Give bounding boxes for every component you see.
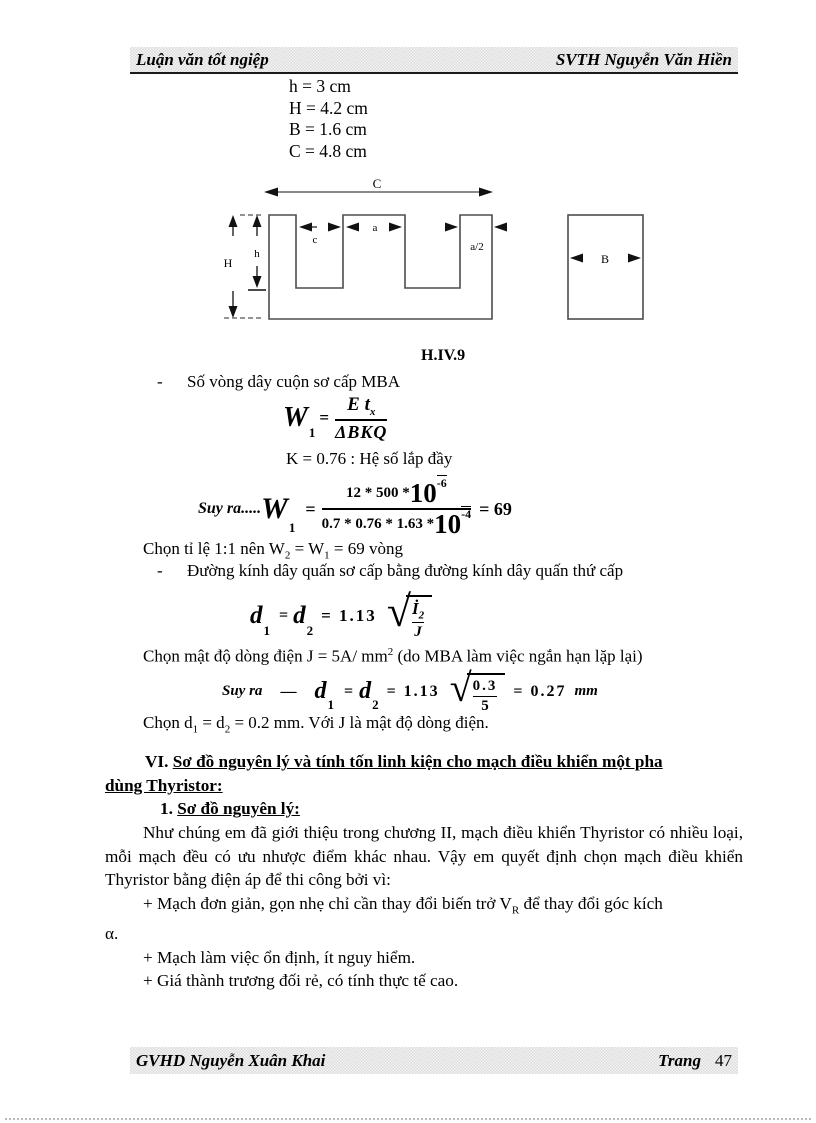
bullet-duong-kinh [155,561,623,581]
dimension-line-B: B = 1.6 cm [289,119,367,139]
suyra2-frac-den: 5 [481,698,489,714]
e-core-outline [269,215,492,319]
d1-sub: 1 [263,623,270,639]
w1-fraction [335,394,387,443]
arrow-right-icon [328,223,341,232]
suyra1-prefix: Suy ra..... [198,500,262,517]
arrow-up-icon [253,215,262,227]
suyra2-frac-num: 0.3 [472,678,498,694]
d-frac-num: $İ_2$ [411,599,425,622]
suyra2-eq1: = [343,682,354,700]
diagram-label-c: c [312,234,318,246]
radical-icon: √ [449,665,472,710]
chon-matdo-sup: 2 [387,646,394,658]
dimension-line-C: C = 4.8 cm [289,140,367,161]
header-left-title: Luận văn tốt ngiệp [136,49,269,69]
plus1-b: để thay đổi góc kích [519,893,663,913]
chon-tile-a-sub: 2 [284,549,291,562]
suyra1-den-exp: -4 [461,506,472,521]
suyra2-fraction [473,678,498,715]
d-frac-den: J [414,624,422,641]
chon-d-a-sub: 1 [192,723,199,736]
transformer-core-diagram [200,178,700,353]
diagram-label-B: B [600,252,610,266]
arrow-right-icon [479,188,493,197]
section-6-title-part1: Sơ đồ nguyên lý và tính tốn linh kiện cho mạch điều khiển một pha [172,752,663,771]
figure-caption: H.IV.9 [421,347,466,364]
footer-trang-label: Trang [658,1050,701,1070]
formula-suyra-w1 [198,475,512,539]
arrow-right-icon [389,223,402,232]
plus-item-3: + Giá thành trương đối rẻ, có tính thực tế cao. [143,971,459,991]
w1-numerator: E $t_x$ [347,394,376,418]
section-6-number: VI. [145,752,169,771]
d1-symbol: d [250,601,263,629]
diagram-label-H: H [223,256,233,270]
suyra1-denominator [321,506,472,539]
d-eq2: = 1.13 [321,605,377,625]
chon-d-b: = d [198,713,225,732]
plus-item-2: + Mạch làm việc ổn định, ít nguy hiểm. [143,947,416,967]
plus1-vr-sub: R [511,903,520,916]
paragraph-intro: Như chúng em đã giới thiệu trong chương II, mạch điều khiển Thyristor có nhiều loại, mỗi mạch đều có ưu nhược điểm khác nhau. Vậy em quyết định chọn mạch điều khiển Thyristor bằng điện áp để thi công bởi vì: [105,823,743,889]
chon-d-a: Chọn d [143,713,193,732]
arrow-down-icon [253,276,262,288]
chon-matdo-b: (do MBA làm việc ngắn hạn lặp lại) [393,646,643,666]
suyra1-result: = 69 [479,498,512,519]
chon-matdo-a: Chọn mật độ dòng điện J = 5A/ mm [143,646,388,666]
arrow-left-icon [494,223,507,232]
bullet2-text: Đường kính dây quấn sơ cấp bằng đường kính dây quấn thứ cấp [187,561,624,580]
suyra2-dash: — [280,682,297,700]
suyra1-den-ten: 10 [434,509,462,539]
chon-matdo-line [143,646,643,667]
subsection-1-title: Sơ đồ nguyên lý: [177,799,300,818]
arrow-left-icon [264,188,278,197]
section-6-line2 [105,774,745,798]
arrow-left-icon [346,223,359,232]
fraction-bar [335,419,387,421]
chon-d-c: = 0.2 mm. Với J là mật độ dòng điện. [230,713,489,732]
diagram-label-a: a [372,222,378,234]
page-bottom-dotted-border [5,1118,811,1120]
k-coefficient-line: K = 0.76 : Hệ số lắp đầy [286,449,453,468]
arrow-right-icon [445,223,458,232]
arrow-right-icon [628,254,641,263]
plus-item-1 [105,892,743,923]
suyra2-d2-sub: 2 [372,697,379,712]
diagram-label-h: h [254,248,260,260]
section-6-title-part2: dùng Thyristor: [105,775,223,795]
suyra2-d2: d [359,678,372,704]
suyra1-fraction [321,475,472,539]
arrow-up-icon [229,215,238,227]
d-frac-num-sub: 2 [418,609,425,622]
dimension-line-H: H = 4.2 cm [289,97,368,118]
page-footer [130,1047,738,1074]
suyra2-unit: mm [574,683,598,699]
arrow-down-icon [229,306,238,318]
w1-subscript: 1 [308,424,316,440]
b-piece-outline [568,215,643,319]
arrow-left-icon [570,254,583,263]
radical-icon: √ [386,587,411,636]
chon-tile-line [143,539,403,561]
suyra1-num-ten: 10 [409,478,437,508]
suyra2-result: = 0.27 [513,682,567,700]
fraction-bar [412,622,424,623]
subsection-1-heading [105,797,745,821]
suyra2-eq2: = 1.13 [386,682,440,700]
diagram-label-a-half: a/2 [470,241,484,253]
footer-right [658,1051,732,1071]
suyra1-num-a: 12 * 500 * [345,485,410,501]
sqrt-content [467,673,506,715]
header-right-author: SVTH Nguyễn Văn Hiền [555,49,732,69]
w1-symbol: W [283,402,308,434]
chon-tile-a: Chọn tỉ lệ 1:1 nên W [143,539,285,558]
page-header [130,47,738,74]
w1-num-sub: x [369,405,376,418]
formula-w1 [283,394,387,443]
bullet1-text: Số vòng dây cuộn sơ cấp MBA [187,372,400,391]
suyra2-d1: d [314,678,327,704]
bullet-dash: - [157,561,163,580]
sqrt-content [406,595,432,641]
dimension-line-h: h = 3 cm [289,76,351,96]
suyra1-w-sub: 1 [288,520,296,535]
suyra1-w: W [261,492,288,525]
suyra2-prefix: Suy ra [222,683,263,699]
chon-tile-b-sub: 1 [324,549,330,562]
chon-tile-b: = W [290,539,325,558]
plus1-a: + Mạch đơn giản, gọn nhẹ chỉ cần thay đổi biến trở V [143,893,512,913]
arrow-left-icon [299,223,312,232]
chon-tile-c: = 69 vòng [329,539,403,558]
sqrt-radical [449,665,506,715]
d-fraction [412,599,424,641]
suyra2-d1-sub: 1 [327,697,334,712]
suyra1-den-a: 0.7 * 0.76 * 1.63 * [321,516,435,532]
d2-sub: 2 [306,623,314,639]
subsection-1-number: 1. [160,799,173,818]
formula-d [250,587,432,641]
bullet-dash: - [157,372,163,391]
bullet-so-vong [155,372,400,392]
section-6-line1 [105,750,745,774]
w1-denominator: ΔBKQ [335,421,388,442]
suyra1-equals: = [305,498,316,519]
w1-equals: = [319,408,330,428]
diagram-label-C: C [372,178,382,191]
footer-page-number: 47 [715,1050,732,1070]
section-6-heading [105,750,745,821]
sqrt-radical [386,587,432,641]
plus-item-1-cont: α. [105,924,119,944]
chon-d-b-sub: 2 [224,723,231,736]
dimension-list [289,76,368,162]
chon-d-line [143,713,489,735]
fraction-bar [473,696,498,697]
d2-symbol: d [293,601,306,629]
suyra1-numerator [345,475,447,508]
d-eq1: = [279,606,289,624]
suyra1-num-exp: -6 [436,475,447,490]
footer-left-advisor: GVHD Nguyễn Xuân Khai [136,1050,326,1070]
body-text [105,821,743,993]
formula-suyra-d [222,665,598,715]
